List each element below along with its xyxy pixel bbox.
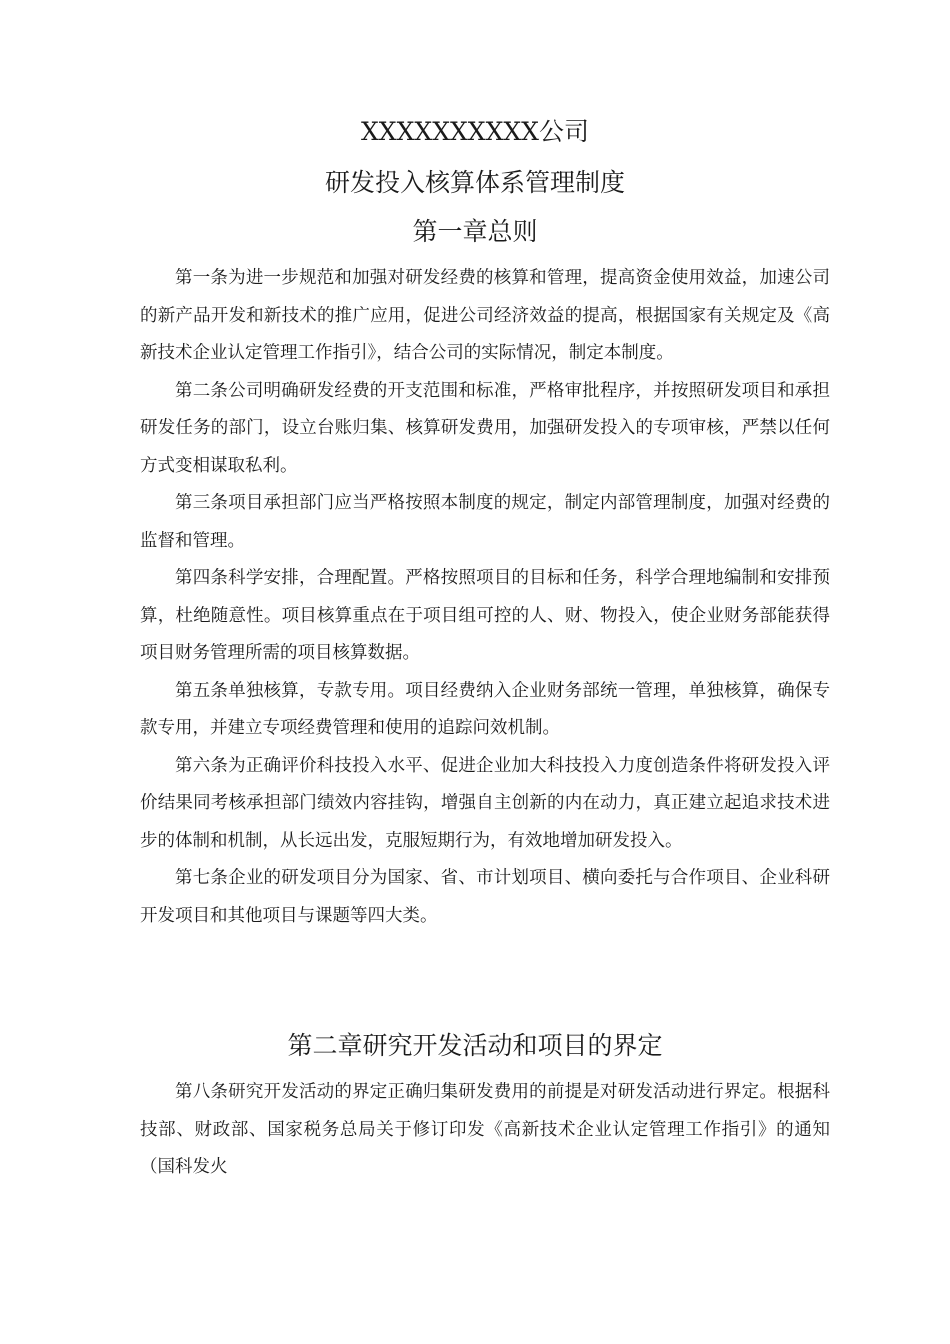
article-7: 第七条企业的研发项目分为国家、省、市计划项目、横向委托与合作项目、企业科研开发项目和其他项目与课题等四大类。 bbox=[140, 868, 830, 926]
chapter-1-body bbox=[140, 260, 830, 935]
article-4: 第四条科学安排，合理配置。严格按照项目的目标和任务，科学合理地编制和安排预算，杜绝随意性。项目核算重点在于项目组可控的人、财、物投入，使企业财务部能获得项目财务管理所需的项目核算数据。 bbox=[140, 568, 830, 663]
article-1: 第一条为进一步规范和加强对研发经费的核算和管理，提高资金使用效益，加速公司的新产品开发和新技术的推广应用，促进公司经济效益的提高，根据国家有关规定及《高新技术企业认定管理工作指引》，结合公司的实际情况，制定本制度。 bbox=[140, 268, 830, 363]
article-3: 第三条项目承担部门应当严格按照本制度的规定，制定内部管理制度，加强对经费的监督和管理。 bbox=[140, 493, 830, 551]
article-6: 第六条为正确评价科技投入水平、促进企业加大科技投入力度创造条件将研发投入评价结果同考核承担部门绩效内容挂钩，增强自主创新的内在动力，真正建立起追求技术进步的体制和机制，从长远出发，克服短期行为，有效地增加研发投入。 bbox=[140, 755, 830, 851]
article-5: 第五条单独核算，专款专用。项目经费纳入企业财务部统一管理，单独核算，确保专款专用，并建立专项经费管理和使用的追踪问效机制。 bbox=[140, 680, 830, 738]
chapter-2-heading: 第二章研究开发活动和项目的界定 bbox=[287, 1031, 663, 1060]
chapter-1-heading: 第一章总则 bbox=[412, 217, 538, 246]
chapter-2-body bbox=[140, 1074, 830, 1187]
company-name: XXXXXXXXXX公司 bbox=[361, 117, 589, 146]
article-2: 第二条公司明确研发经费的开支范围和标准，严格审批程序，并按照研发项目和承担研发任务的部门，设立台账归集、核算研发费用，加强研发投入的专项审核，严禁以任何方式变相谋取私利。 bbox=[140, 380, 830, 476]
article-8: 第八条研究开发活动的界定正确归集研发费用的前提是对研发活动进行界定。根据科技部、财政部、国家税务总局关于修订印发《高新技术企业认定管理工作指引》的通知（国科发火 bbox=[140, 1082, 830, 1177]
document-title: 研发投入核算体系管理制度 bbox=[324, 168, 625, 197]
